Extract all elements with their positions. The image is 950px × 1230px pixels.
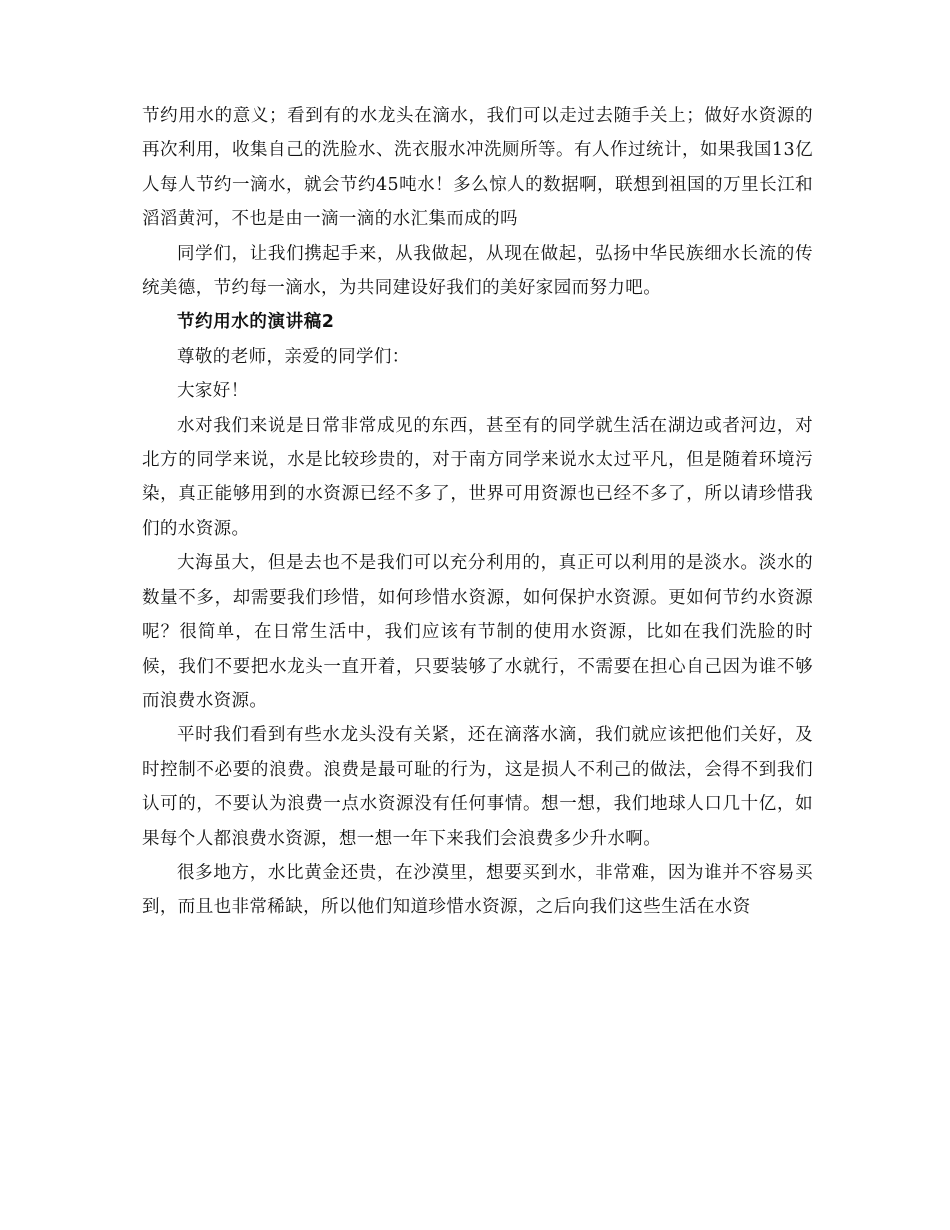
salutation: 尊敬的老师，亲爱的同学们： xyxy=(177,346,410,367)
greeting: 大家好！ xyxy=(177,381,249,402)
section-heading: 节约用水的演讲稿2 xyxy=(177,312,335,333)
paragraph-closing: 同学们，让我们携起手来，从我做起，从现在做起，弘扬中华民族细水长流的传统美德，节约每一滴水，为共同建设好我们的美好家园而努力吧。 xyxy=(142,243,813,299)
paragraph: 很多地方，水比黄金还贵，在沙漠里，想要买到水，非常难，因为谁并不容易买到，而且也非常稀缺，所以他们知道珍惜水资源，之后向我们这些生活在水资 xyxy=(142,862,813,918)
paragraph: 水对我们来说是日常非常成见的东西，甚至有的同学就生活在湖边或者河边，对北方的同学来说，水是比较珍贵的，对于南方同学来说水太过平凡，但是随着环境污染，真正能够用到的水资源已经不多了，世界可用资源也已经不多了，所以请珍惜我们的水资源。 xyxy=(142,415,813,539)
document-body xyxy=(142,99,813,925)
paragraph-continued: 节约用水的意义；看到有的水龙头在滴水，我们可以走过去随手关上；做好水资源的再次利用，收集自己的洗脸水、洗衣服水冲洗厕所等。有人作过统计，如果我国13亿人每人节约一滴水，就会节约45吨水！多么惊人的数据啊，联想到祖国的万里长江和滔滔黄河，不也是由一滴一滴的水汇集而成的吗 xyxy=(142,106,813,230)
paragraph: 平时我们看到有些水龙头没有关紧，还在滴落水滴，我们就应该把他们关好，及时控制不必要的浪费。浪费是最可耻的行为，这是损人不利己的做法，会得不到我们认可的，不要认为浪费一点水资源没有任何事情。想一想，我们地球人口几十亿，如果每个人都浪费水资源，想一想一年下来我们会浪费多少升水啊。 xyxy=(142,725,813,849)
paragraph: 大海虽大，但是去也不是我们可以充分利用的，真正可以利用的是淡水。淡水的数量不多，却需要我们珍惜，如何珍惜水资源，如何保护水资源。更如何节约水资源呢？很简单，在日常生活中，我们应该有节制的使用水资源，比如在我们洗脸的时候，我们不要把水龙头一直开着，只要装够了水就行，不需要在担心自己因为谁不够而浪费水资源。 xyxy=(142,553,813,711)
